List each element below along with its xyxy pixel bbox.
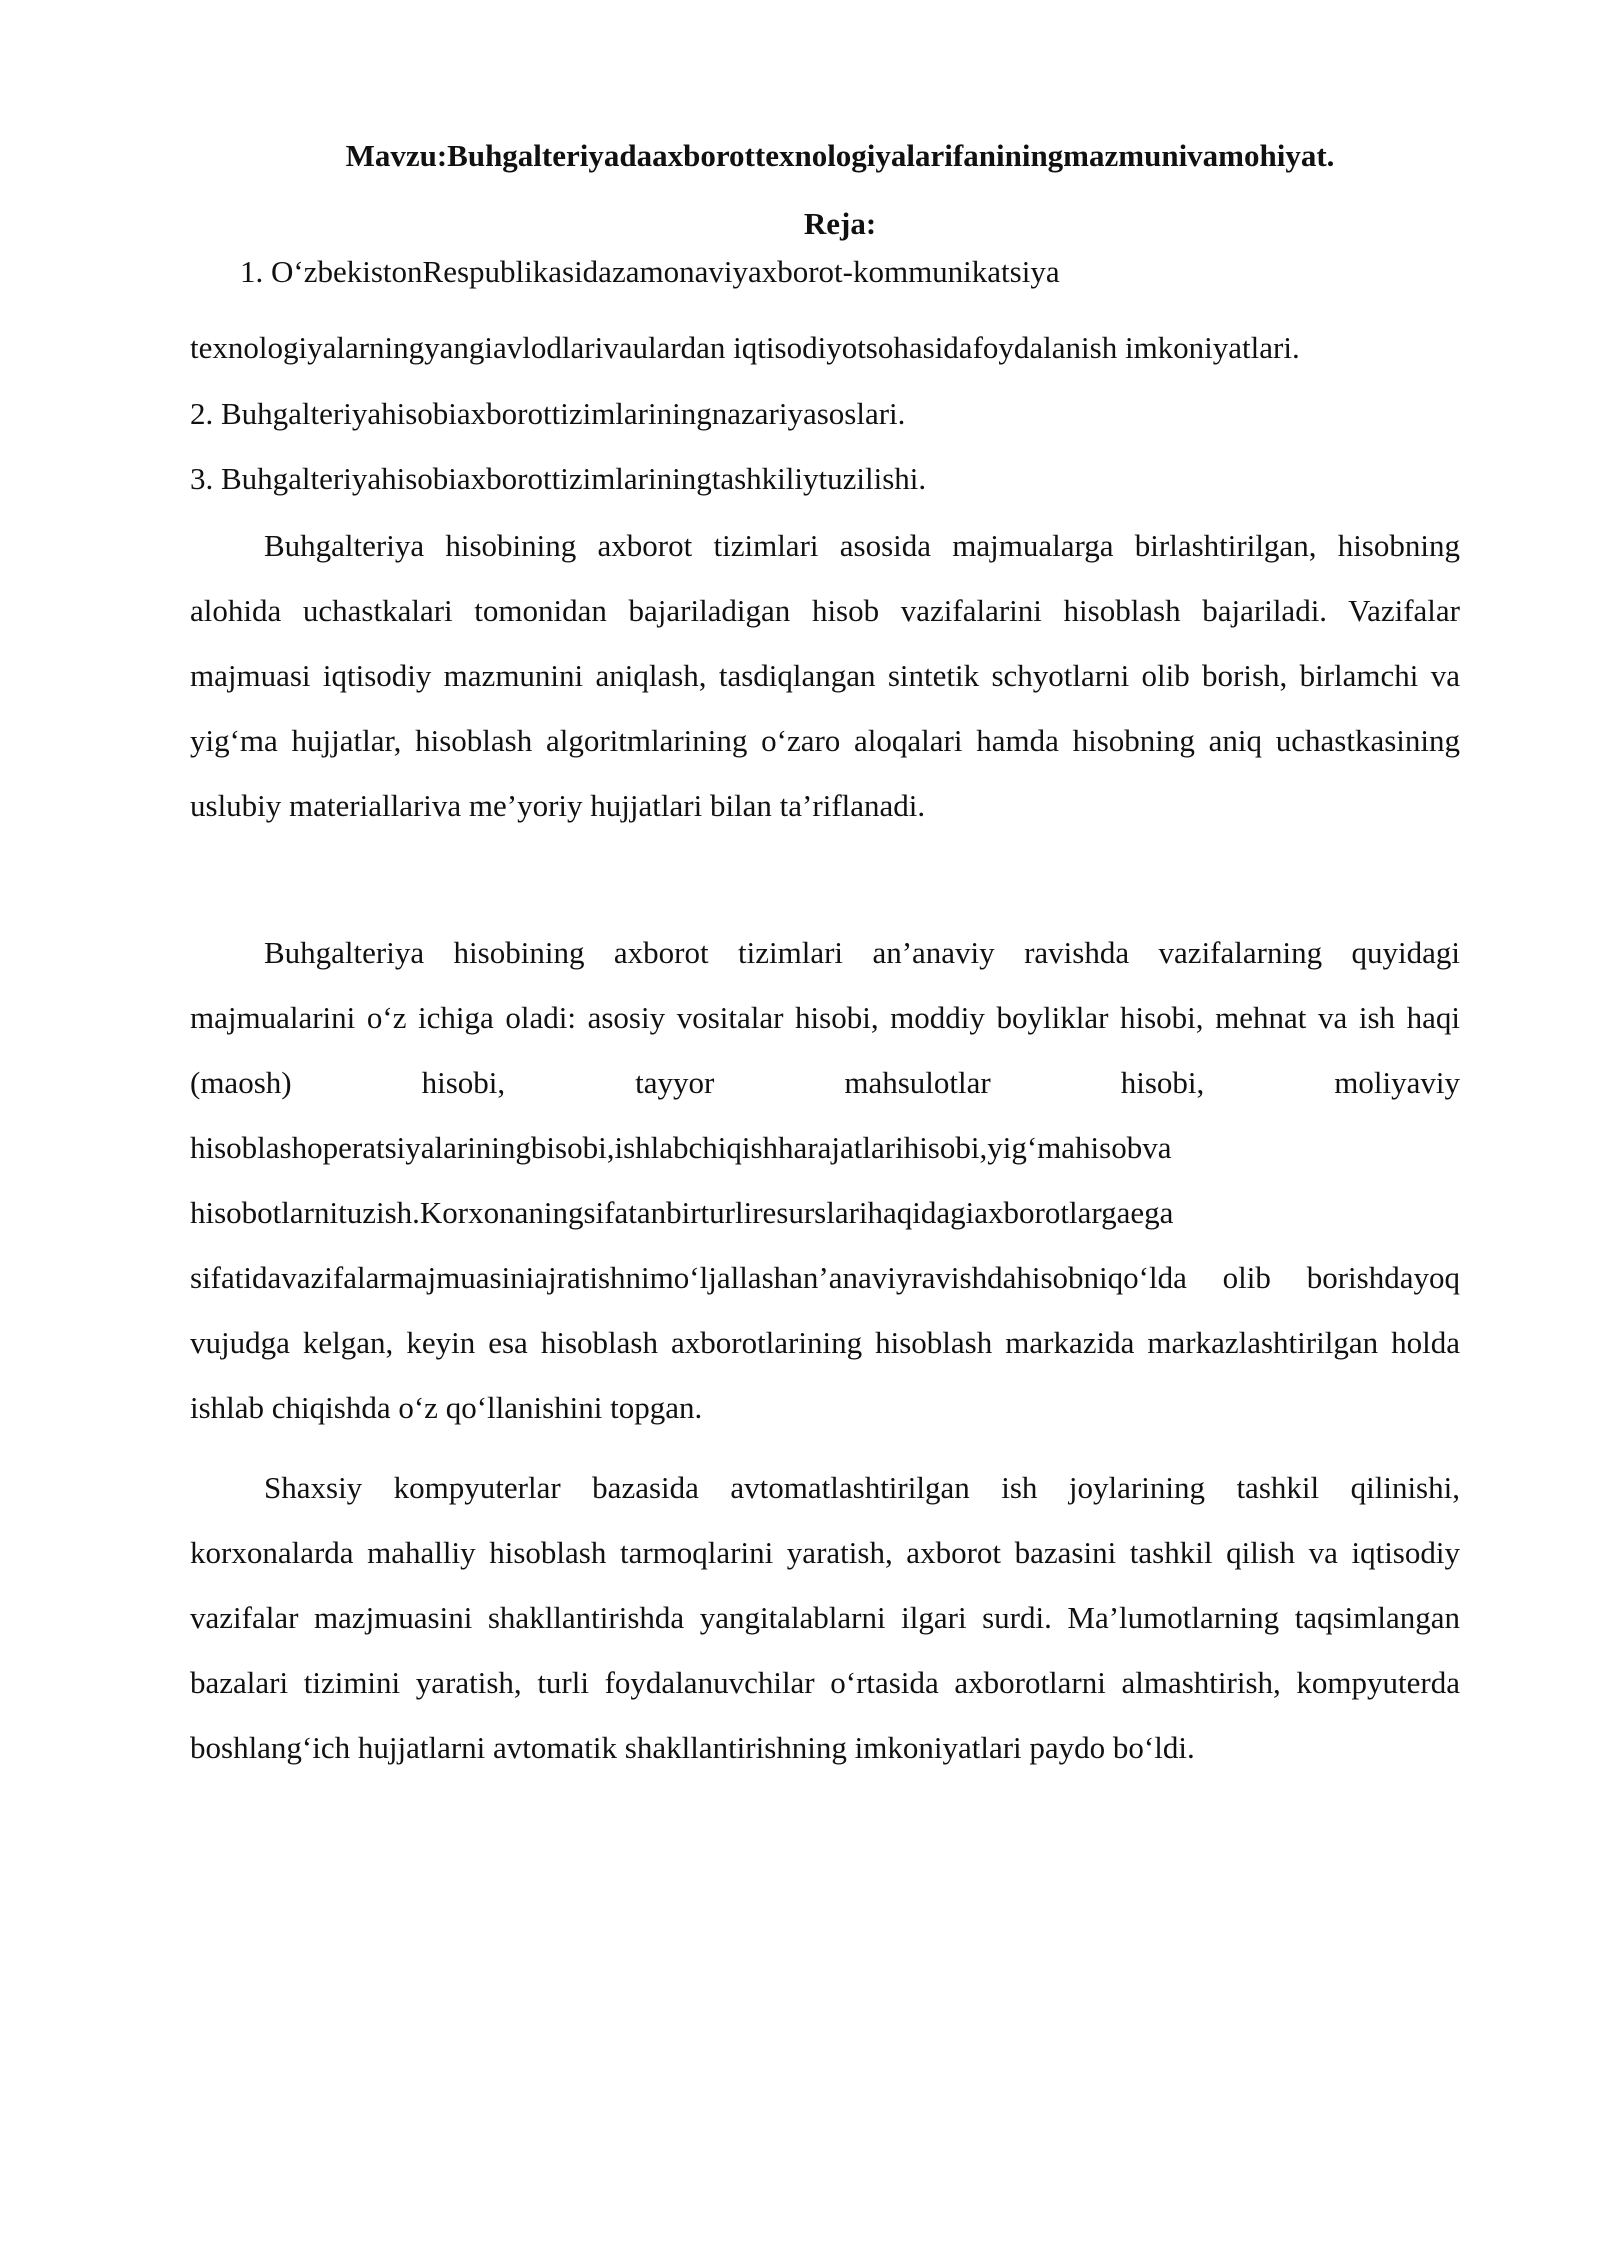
paragraph-3: Shaxsiy kompyuterlar bazasida avtomatlashtirilgan ish joylarining tashkil qilinishi, korxonalarda mahalliy hisoblash tarmoqlarini yaratish, axborot bazasini tashkil qilish va iqtisodiy vazifalar mazjmuasini shakllantirishda yangitalablarni ilgari surdi. Ma’lumotlarning taqsimlangan bazalari tizimini yaratish, turli foydalanuvchilar o‘rtasida axborotlarni almashtirish, kompyuterda boshlang‘ich hujjatlarni avtomatik shakllantirishning imkoniyatlari paydo bo‘ldi. (190, 1470, 1460, 1765)
document-title: Mavzu:Buhgalteriyadaaxborottexnologiyalarifaniningmazmunivamohiyat. (345, 138, 1335, 173)
paragraph-1: Buhgalteriya hisobining axborot tizimlari asosida majmualarga birlashtirilgan, hisobning alohida uchastkalari tomonidan bajariladigan hisob vazifalarini hisoblash bajariladi. Vazifalar majmuasi iqtisodiy mazmunini aniqlash, tasdiqlangan sintetik schyotlarni olib borish, birlamchi va yig‘ma hujjatlar, hisoblash algoritmlarining o‘zaro aloqalari hamda hisobning aniq uchastkasining uslubiy materiallariva me’yoriy hujjatlari bilan ta’riflanadi. (190, 528, 1460, 823)
paragraph-2: Buhgalteriya hisobining axborot tizimlari an’anaviy ravishda vazifalarning quyidagi majmualarini o‘z ichiga oladi: asosiy vositalar hisobi, moddiy boyliklar hisobi, mehnat va ish haqi (maosh) hisobi, tayyor mahsulotlar hisobi, moliyaviy hisoblashoperatsiyalariningbisobi,ishlabchiqishharajatlarihisobi,yig‘mahisobva hisobotlarnituzish.Korxonaningsifatanbirturliresurslarihaqidagiaxborotlargaega sifatidavazifalarmajmuasiniajratishnimo‘ljallashan’anaviyravishdahisobniqo‘lda olib borishdayoq vujudga kelgan, keyin esa hisoblash axborotlarining hisoblash markazida markazlashtirilgan holda ishlab chiqishda o‘z qo‘llanishini topgan. (190, 935, 1460, 1425)
plan-item-1: 1. O‘zbekistonRespublikasidazamonaviyaxborot-kommunikatsiya (240, 254, 1060, 289)
plan-item-2: 2. Buhgalteriyahisobiaxborottizimlariningnazariyasoslari. (190, 396, 906, 431)
plan-item-3: 3. Buhgalteriyahisobiaxborottizimlariningtashkiliytuzilishi. (190, 461, 927, 496)
plan-item-1-continued: texnologiyalarningyangiavlodlarivaulardan iqtisodiyotsohasidafoydalanish imkoniyatlari. (190, 330, 1300, 365)
plan-heading: Reja: (803, 206, 877, 241)
